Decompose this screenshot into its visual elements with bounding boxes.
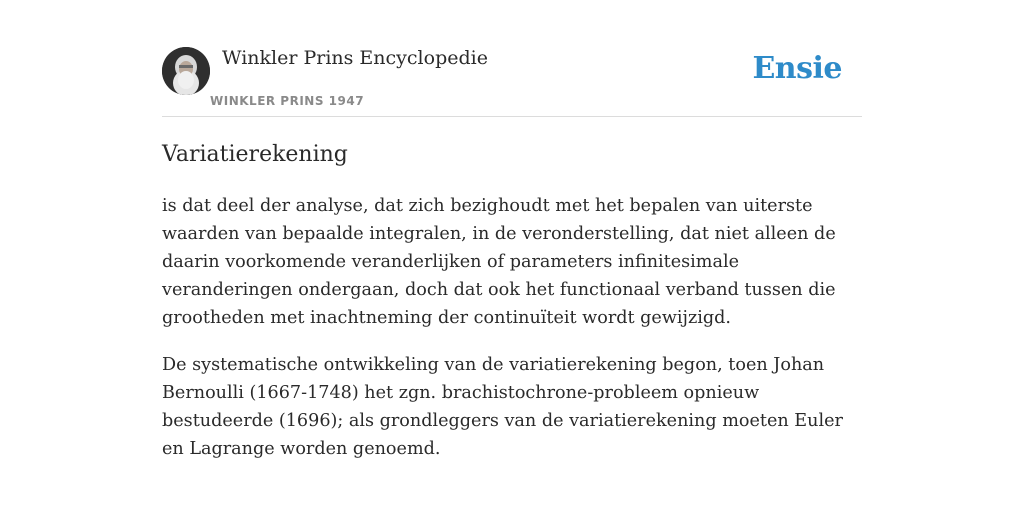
ensie-logo[interactable]: Ensie [752,51,842,86]
source-title[interactable]: Winkler Prins Encyclopedie [222,47,488,69]
article-paragraph: De systematische ontwikkeling van de variatierekening begon, toen Johan Bernoulli (1667-1748) het zgn. brachistochrone-probleem opnieuw bestudeerde (1696); als grondleggers van de variatierekening moeten Euler en Lagrange worden genoemd. [162,355,843,459]
source-avatar[interactable] [162,47,210,95]
source-header [162,0,862,117]
article-page [162,0,862,512]
article-title: Variatierekening [162,142,348,167]
article-paragraph: is dat deel der analyse, dat zich bezighoudt met het bepalen van uiterste waarden van bepaalde integralen, in de veronderstelling, dat niet alleen de daarin voorkomende veranderlijken of parameters infinitesimale veranderingen ondergaan, doch dat ook het functionaal verband tussen die grootheden met inachtneming der continuïteit wordt gewijzigd. [162,196,836,328]
portrait-avatar-icon [162,47,210,95]
source-subtitle: WINKLER PRINS 1947 [210,94,365,108]
